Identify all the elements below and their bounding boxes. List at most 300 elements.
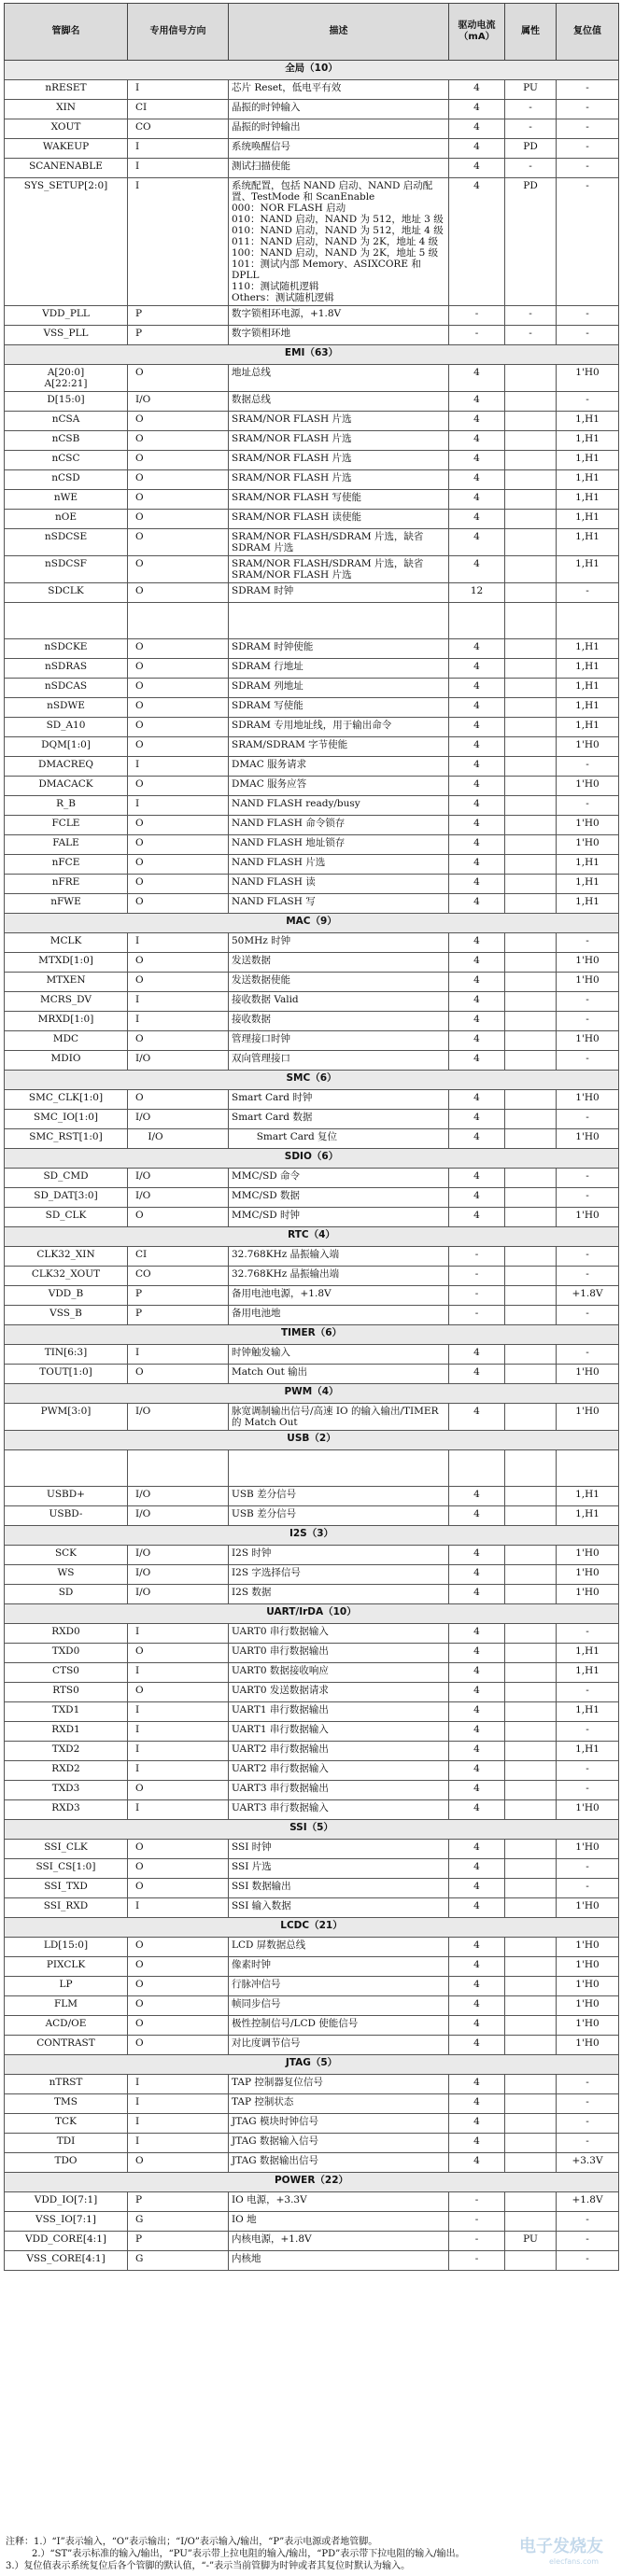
direction-cell: O bbox=[128, 1781, 229, 1800]
current-cell: - bbox=[449, 2232, 505, 2251]
reset-cell: - bbox=[557, 1781, 619, 1800]
description-cell bbox=[229, 1450, 449, 1487]
direction-cell: I bbox=[128, 1012, 229, 1031]
pin-name-cell: nSDCSE bbox=[5, 529, 128, 556]
attribute-cell bbox=[505, 2212, 557, 2232]
pin-name-cell: PIXCLK bbox=[5, 1957, 128, 1977]
direction-cell: CI bbox=[128, 1247, 229, 1267]
attribute-cell bbox=[505, 757, 557, 777]
direction-cell: I/O bbox=[128, 1546, 229, 1565]
reset-cell: 1,H1 bbox=[557, 855, 619, 875]
table-row bbox=[5, 1898, 619, 1918]
reset-cell: - bbox=[557, 1761, 619, 1781]
section-title: SSI（5） bbox=[5, 1820, 619, 1840]
reset-cell: 1,H1 bbox=[557, 556, 619, 583]
pin-name-cell: MTXD[1:0] bbox=[5, 953, 128, 973]
description-cell: SRAM/NOR FLASH/SDRAM 片选，缺省 SRAM/NOR FLASH 片选 bbox=[229, 556, 449, 583]
description-cell: 晶振的时钟输出 bbox=[229, 119, 449, 139]
current-cell: 4 bbox=[449, 1742, 505, 1761]
direction-cell: I/O bbox=[128, 1188, 229, 1208]
current-cell: 4 bbox=[449, 1624, 505, 1644]
description-cell: UART3 串行数据输出 bbox=[229, 1781, 449, 1800]
pin-name-cell: SSI_TXD bbox=[5, 1879, 128, 1898]
current-cell: 4 bbox=[449, 1365, 505, 1384]
reset-cell: 1'H0 bbox=[557, 1996, 619, 2016]
section-header bbox=[5, 61, 619, 80]
reset-cell: - bbox=[557, 1722, 619, 1742]
reset-cell: - bbox=[557, 1188, 619, 1208]
attribute-cell bbox=[505, 1742, 557, 1761]
table-row bbox=[5, 529, 619, 556]
description-cell: 管理接口时钟 bbox=[229, 1031, 449, 1051]
reset-cell: - bbox=[557, 2251, 619, 2271]
attribute-cell bbox=[505, 718, 557, 737]
table-row bbox=[5, 2036, 619, 2055]
description-cell: UART0 串行数据输入 bbox=[229, 1624, 449, 1644]
attribute-cell bbox=[505, 1129, 557, 1149]
table-row bbox=[5, 1169, 619, 1188]
section-header bbox=[5, 2173, 619, 2192]
reset-cell: - bbox=[557, 1267, 619, 1286]
reset-cell: 1'H0 bbox=[557, 1840, 619, 1859]
current-cell: 4 bbox=[449, 718, 505, 737]
direction-cell: O bbox=[128, 1365, 229, 1384]
reset-cell: 1,H1 bbox=[557, 1644, 619, 1663]
direction-cell: O bbox=[128, 1208, 229, 1227]
direction-cell: O bbox=[128, 1031, 229, 1051]
current-cell: 4 bbox=[449, 1644, 505, 1663]
description-cell: 接收数据 bbox=[229, 1012, 449, 1031]
description-cell: 系统唤醒信号 bbox=[229, 139, 449, 159]
direction-cell: O bbox=[128, 583, 229, 603]
pin-name-cell: RXD0 bbox=[5, 1624, 128, 1644]
direction-cell: O bbox=[128, 2036, 229, 2055]
note-line: 2.）“ST”表示标准的输入/输出，“PU”表示带上拉电阻的输入/输出，“PD”表示带下拉电阻的输入/输出。 bbox=[32, 2549, 465, 2559]
current-cell: 4 bbox=[449, 698, 505, 718]
pin-name-cell: MDC bbox=[5, 1031, 128, 1051]
table-row bbox=[5, 2232, 619, 2251]
direction-cell: P bbox=[128, 306, 229, 326]
section-header bbox=[5, 1149, 619, 1169]
reset-cell: - bbox=[557, 2114, 619, 2134]
reset-cell: - bbox=[557, 139, 619, 159]
current-cell bbox=[449, 603, 505, 639]
table-row bbox=[5, 2251, 619, 2271]
current-cell: 4 bbox=[449, 1208, 505, 1227]
description-cell: UART3 串行数据输入 bbox=[229, 1800, 449, 1820]
reset-cell: - bbox=[557, 933, 619, 953]
watermark-url: elecfans.com bbox=[549, 2557, 600, 2566]
current-cell: 4 bbox=[449, 1781, 505, 1800]
description-cell: UART0 数据接收响应 bbox=[229, 1663, 449, 1683]
current-cell: 4 bbox=[449, 1859, 505, 1879]
table-row bbox=[5, 1051, 619, 1071]
reset-cell: 1,H1 bbox=[557, 529, 619, 556]
attribute-cell bbox=[505, 1090, 557, 1110]
current-cell: 4 bbox=[449, 1938, 505, 1957]
current-cell: 4 bbox=[449, 139, 505, 159]
table-row bbox=[5, 510, 619, 529]
reset-cell: - bbox=[557, 326, 619, 345]
pin-name-cell: nRESET bbox=[5, 80, 128, 100]
section-title: SDIO（6） bbox=[5, 1149, 619, 1169]
reset-cell: 1,H1 bbox=[557, 679, 619, 698]
direction-cell: I bbox=[128, 2075, 229, 2094]
section-header bbox=[5, 1227, 619, 1247]
description-cell: 发送数据 bbox=[229, 953, 449, 973]
current-cell: 4 bbox=[449, 1169, 505, 1188]
direction-cell: O bbox=[128, 1090, 229, 1110]
current-cell: 4 bbox=[449, 1090, 505, 1110]
attribute-cell: - bbox=[505, 326, 557, 345]
current-cell: 4 bbox=[449, 1506, 505, 1526]
attribute-cell: PU bbox=[505, 2232, 557, 2251]
table-row bbox=[5, 2094, 619, 2114]
attribute-cell bbox=[505, 1683, 557, 1702]
pin-name-cell: nWE bbox=[5, 490, 128, 510]
pin-name-cell: nCSA bbox=[5, 412, 128, 431]
current-cell: 4 bbox=[449, 490, 505, 510]
reset-cell: 1'H0 bbox=[557, 1977, 619, 1996]
reset-cell: - bbox=[557, 392, 619, 412]
current-cell: 4 bbox=[449, 953, 505, 973]
current-cell: 4 bbox=[449, 1840, 505, 1859]
direction-cell: O bbox=[128, 816, 229, 835]
reset-cell: - bbox=[557, 2075, 619, 2094]
direction-cell: CO bbox=[128, 1267, 229, 1286]
attribute-cell bbox=[505, 992, 557, 1012]
description-cell: 50MHz 时钟 bbox=[229, 933, 449, 953]
current-cell: 4 bbox=[449, 659, 505, 679]
attribute-cell: - bbox=[505, 306, 557, 326]
reset-cell: +1.8V bbox=[557, 1286, 619, 1306]
reset-cell: 1'H0 bbox=[557, 1404, 619, 1431]
direction-cell: I/O bbox=[128, 1565, 229, 1585]
pin-name-cell: SSI_CLK bbox=[5, 1840, 128, 1859]
attribute-cell bbox=[505, 1404, 557, 1431]
direction-cell: O bbox=[128, 490, 229, 510]
direction-cell: I/O bbox=[128, 1506, 229, 1526]
current-cell: - bbox=[449, 306, 505, 326]
description-cell: NAND FLASH 地址锁存 bbox=[229, 835, 449, 855]
current-cell: 4 bbox=[449, 392, 505, 412]
direction-cell: O bbox=[128, 737, 229, 757]
description-cell: SSI 数据输出 bbox=[229, 1879, 449, 1898]
pin-name-cell: SMC_IO[1:0] bbox=[5, 1110, 128, 1129]
reset-cell: 1'H0 bbox=[557, 1957, 619, 1977]
pin-name-cell: SSI_CS[1:0] bbox=[5, 1859, 128, 1879]
reset-cell: - bbox=[557, 1247, 619, 1267]
reset-cell: 1,H1 bbox=[557, 451, 619, 470]
attribute-cell bbox=[505, 2114, 557, 2134]
section-title: 全局（10） bbox=[5, 61, 619, 80]
attribute-cell bbox=[505, 1781, 557, 1800]
reset-cell: - bbox=[557, 1306, 619, 1325]
section-header bbox=[5, 914, 619, 933]
pin-name-cell: nOE bbox=[5, 510, 128, 529]
pin-name-cell: RXD2 bbox=[5, 1761, 128, 1781]
attribute-cell bbox=[505, 639, 557, 659]
reset-cell: - bbox=[557, 100, 619, 119]
reset-cell: 1,H1 bbox=[557, 412, 619, 431]
pin-name-cell: DMACACK bbox=[5, 777, 128, 796]
reset-cell: 1'H0 bbox=[557, 1938, 619, 1957]
current-cell: 4 bbox=[449, 470, 505, 490]
pin-name-cell: SCANENABLE bbox=[5, 159, 128, 178]
current-cell: 4 bbox=[449, 451, 505, 470]
current-cell: 4 bbox=[449, 1800, 505, 1820]
description-cell bbox=[229, 603, 449, 639]
current-cell: - bbox=[449, 2212, 505, 2232]
reset-cell: 1,H1 bbox=[557, 659, 619, 679]
pin-name-cell: nSDCSF bbox=[5, 556, 128, 583]
description-cell: DMAC 服务请求 bbox=[229, 757, 449, 777]
table-row bbox=[5, 1722, 619, 1742]
table-row bbox=[5, 639, 619, 659]
description-cell: 数据总线 bbox=[229, 392, 449, 412]
reset-cell: 1,H1 bbox=[557, 698, 619, 718]
direction-cell: P bbox=[128, 2232, 229, 2251]
table-row bbox=[5, 2114, 619, 2134]
direction-cell: I bbox=[128, 796, 229, 816]
section-title: USB（2） bbox=[5, 1431, 619, 1450]
pin-name-cell: nSDCAS bbox=[5, 679, 128, 698]
attribute-cell bbox=[505, 1938, 557, 1957]
description-cell: SDRAM 时钟 bbox=[229, 583, 449, 603]
table-row bbox=[5, 1129, 619, 1149]
reset-cell: - bbox=[557, 757, 619, 777]
header-pin-name: 管脚名 bbox=[5, 4, 128, 61]
direction-cell: O bbox=[128, 1840, 229, 1859]
attribute-cell bbox=[505, 470, 557, 490]
attribute-cell bbox=[505, 2075, 557, 2094]
direction-cell: O bbox=[128, 1996, 229, 2016]
table-row bbox=[5, 1012, 619, 1031]
current-cell: 4 bbox=[449, 1957, 505, 1977]
description-cell: USB 差分信号 bbox=[229, 1487, 449, 1506]
reset-cell: - bbox=[557, 159, 619, 178]
reset-cell: - bbox=[557, 1110, 619, 1129]
direction-cell: O bbox=[128, 431, 229, 451]
table-row bbox=[5, 875, 619, 894]
description-cell: SRAM/NOR FLASH 读使能 bbox=[229, 510, 449, 529]
current-cell: 4 bbox=[449, 80, 505, 100]
pin-name-cell: MCLK bbox=[5, 933, 128, 953]
table-row bbox=[5, 1761, 619, 1781]
reset-cell: 1'H0 bbox=[557, 737, 619, 757]
pin-name-cell: TXD2 bbox=[5, 1742, 128, 1761]
direction-cell: G bbox=[128, 2212, 229, 2232]
direction-cell: I/O bbox=[128, 1051, 229, 1071]
table-row bbox=[5, 757, 619, 777]
reset-cell: 1,H1 bbox=[557, 1702, 619, 1722]
description-cell: 内核地 bbox=[229, 2251, 449, 2271]
attribute-cell bbox=[505, 1624, 557, 1644]
reset-cell: 1,H1 bbox=[557, 1663, 619, 1683]
note-line: 3.）复位值表示系统复位后各个管脚的默认值，“-”表示当前管脚为时钟或者其复位时默认为输入。 bbox=[6, 2561, 411, 2571]
pin-name-cell: MTXEN bbox=[5, 973, 128, 992]
table-row bbox=[5, 1781, 619, 1800]
attribute-cell bbox=[505, 1585, 557, 1604]
attribute-cell bbox=[505, 855, 557, 875]
direction-cell: I/O bbox=[128, 1169, 229, 1188]
attribute-cell bbox=[505, 1365, 557, 1384]
reset-cell: - bbox=[557, 1859, 619, 1879]
table-row bbox=[5, 1404, 619, 1431]
attribute-cell bbox=[505, 1110, 557, 1129]
direction-cell: P bbox=[128, 1286, 229, 1306]
description-cell: 芯片 Reset，低电平有效 bbox=[229, 80, 449, 100]
direction-cell: P bbox=[128, 326, 229, 345]
pin-name-cell: TIN[6:3] bbox=[5, 1345, 128, 1365]
table-row bbox=[5, 1487, 619, 1506]
watermark-logo: 电子发烧友 bbox=[519, 2537, 603, 2556]
direction-cell: O bbox=[128, 639, 229, 659]
reset-cell: 1'H0 bbox=[557, 1565, 619, 1585]
description-cell: UART1 串行数据输入 bbox=[229, 1722, 449, 1742]
direction-cell: I bbox=[128, 159, 229, 178]
direction-cell: I bbox=[128, 933, 229, 953]
reset-cell: - bbox=[557, 2094, 619, 2114]
reset-cell: - bbox=[557, 80, 619, 100]
direction-cell: O bbox=[128, 556, 229, 583]
pin-name-cell: FALE bbox=[5, 835, 128, 855]
description-cell: Match Out 输出 bbox=[229, 1365, 449, 1384]
current-cell: 4 bbox=[449, 1188, 505, 1208]
description-cell: 行脉冲信号 bbox=[229, 1977, 449, 1996]
description-cell: NAND FLASH 读 bbox=[229, 875, 449, 894]
attribute-cell bbox=[505, 1840, 557, 1859]
current-cell: 4 bbox=[449, 529, 505, 556]
direction-cell: O bbox=[128, 679, 229, 698]
pin-name-cell: MRXD[1:0] bbox=[5, 1012, 128, 1031]
table-row bbox=[5, 1957, 619, 1977]
attribute-cell bbox=[505, 2251, 557, 2271]
pin-name-cell: nTRST bbox=[5, 2075, 128, 2094]
description-cell: NAND FLASH 片选 bbox=[229, 855, 449, 875]
table-row bbox=[5, 1365, 619, 1384]
description-cell: SRAM/NOR FLASH 片选 bbox=[229, 451, 449, 470]
section-title: PWM（4） bbox=[5, 1384, 619, 1404]
pin-name-cell: PWM[3:0] bbox=[5, 1404, 128, 1431]
reset-cell: - bbox=[557, 306, 619, 326]
reset-cell: - bbox=[557, 1624, 619, 1644]
note-line: 注释：1.）“I”表示输入，“O”表示输出；“I/O”表示输入/输出，“P”表示电源或者地管脚。 bbox=[6, 2537, 378, 2547]
current-cell: 4 bbox=[449, 1996, 505, 2016]
table-row bbox=[5, 816, 619, 835]
reset-cell bbox=[557, 1450, 619, 1487]
pin-name-cell: nFWE bbox=[5, 894, 128, 914]
reset-cell: - bbox=[557, 1051, 619, 1071]
table-row bbox=[5, 490, 619, 510]
attribute-cell bbox=[505, 659, 557, 679]
reset-cell: 1,H1 bbox=[557, 490, 619, 510]
direction-cell: I bbox=[128, 178, 229, 306]
reset-cell: - bbox=[557, 2212, 619, 2232]
table-row bbox=[5, 1110, 619, 1129]
reset-cell: 1,H1 bbox=[557, 1506, 619, 1526]
table-row bbox=[5, 451, 619, 470]
attribute-cell bbox=[505, 933, 557, 953]
description-cell: 帧同步信号 bbox=[229, 1996, 449, 2016]
description-cell: 脉宽调制输出信号/高速 IO 的输入输出/TIMER 的 Match Out bbox=[229, 1404, 449, 1431]
pin-name-cell: VSS_B bbox=[5, 1306, 128, 1325]
table-row bbox=[5, 1624, 619, 1644]
direction-cell: O bbox=[128, 855, 229, 875]
description-cell: I2S 时钟 bbox=[229, 1546, 449, 1565]
current-cell: 4 bbox=[449, 1129, 505, 1149]
pin-name-cell: A[20:0] A[22:21] bbox=[5, 365, 128, 392]
table-row bbox=[5, 556, 619, 583]
attribute-cell bbox=[505, 510, 557, 529]
pin-name-cell: VDD_CORE[4:1] bbox=[5, 2232, 128, 2251]
description-cell: Smart Card 数据 bbox=[229, 1110, 449, 1129]
pin-name-cell: MCRS_DV bbox=[5, 992, 128, 1012]
current-cell: 4 bbox=[449, 1345, 505, 1365]
current-cell: - bbox=[449, 1267, 505, 1286]
pin-name-cell: CTS0 bbox=[5, 1663, 128, 1683]
direction-cell: O bbox=[128, 1938, 229, 1957]
table-row bbox=[5, 718, 619, 737]
header-drive-current: 驱动电流（mA） bbox=[449, 4, 505, 61]
description-cell: 32.768KHz 晶振输出端 bbox=[229, 1267, 449, 1286]
reset-cell: 1'H0 bbox=[557, 1800, 619, 1820]
direction-cell: P bbox=[128, 2192, 229, 2212]
pin-name-cell: RXD1 bbox=[5, 1722, 128, 1742]
current-cell: 4 bbox=[449, 1565, 505, 1585]
reset-cell: 1,H1 bbox=[557, 894, 619, 914]
attribute-cell bbox=[505, 737, 557, 757]
current-cell: 4 bbox=[449, 1898, 505, 1918]
description-cell: 32.768KHz 晶振输入端 bbox=[229, 1247, 449, 1267]
description-cell: 测试扫描使能 bbox=[229, 159, 449, 178]
current-cell: 4 bbox=[449, 757, 505, 777]
pin-name-cell: nFRE bbox=[5, 875, 128, 894]
direction-cell: O bbox=[128, 894, 229, 914]
section-title: POWER（22） bbox=[5, 2173, 619, 2192]
attribute-cell bbox=[505, 1169, 557, 1188]
description-cell: 数字锁相环电源，+1.8V bbox=[229, 306, 449, 326]
direction-cell: O bbox=[128, 529, 229, 556]
description-cell: UART2 串行数据输入 bbox=[229, 1761, 449, 1781]
reset-cell: 1,H1 bbox=[557, 1487, 619, 1506]
direction-cell: I bbox=[128, 1722, 229, 1742]
table-row bbox=[5, 953, 619, 973]
section-title: SMC（6） bbox=[5, 1071, 619, 1090]
pin-name-cell: XOUT bbox=[5, 119, 128, 139]
pin-name-cell: WS bbox=[5, 1565, 128, 1585]
pin-name-cell: LP bbox=[5, 1977, 128, 1996]
table-header bbox=[5, 4, 619, 61]
direction-cell: O bbox=[128, 365, 229, 392]
pin-name-cell: USBD+ bbox=[5, 1487, 128, 1506]
direction-cell: O bbox=[128, 1977, 229, 1996]
table-row bbox=[5, 119, 619, 139]
description-cell: 像素时钟 bbox=[229, 1957, 449, 1977]
attribute-cell bbox=[505, 953, 557, 973]
description-cell: SRAM/NOR FLASH 片选 bbox=[229, 412, 449, 431]
description-cell: NAND FLASH ready/busy bbox=[229, 796, 449, 816]
direction-cell: I bbox=[128, 1624, 229, 1644]
pin-name-cell: VSS_PLL bbox=[5, 326, 128, 345]
current-cell: 4 bbox=[449, 639, 505, 659]
direction-cell: I bbox=[128, 1663, 229, 1683]
section-header bbox=[5, 1431, 619, 1450]
table-row bbox=[5, 2192, 619, 2212]
attribute-cell bbox=[505, 1247, 557, 1267]
description-cell: SRAM/NOR FLASH 片选 bbox=[229, 431, 449, 451]
direction-cell: I bbox=[128, 139, 229, 159]
